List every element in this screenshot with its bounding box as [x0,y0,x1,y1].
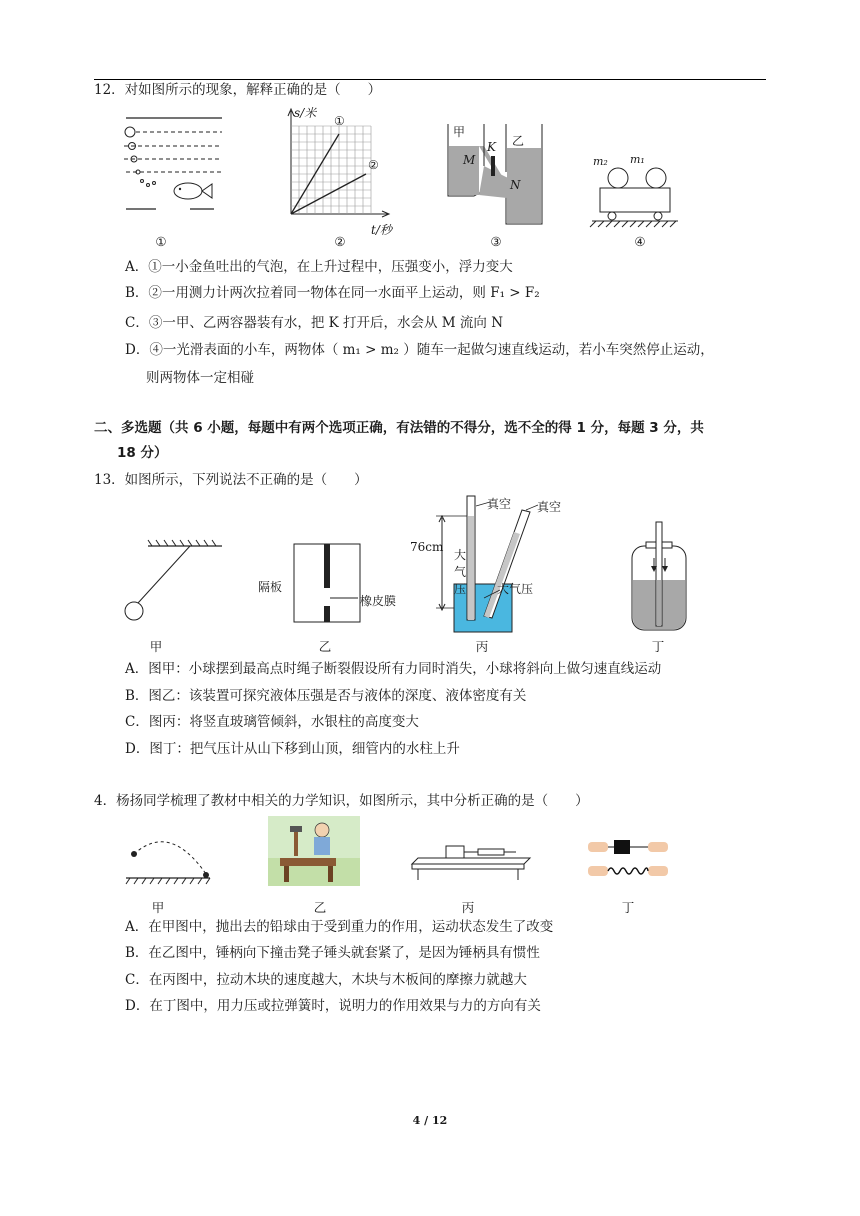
q13-fig-label-2: 乙 [318,639,332,654]
q13-figures [118,490,738,640]
q4-fig-label-1: 甲 [151,900,165,915]
q4-fig-label-3: 丙 [461,900,475,915]
barometer-figure [632,522,686,630]
atm-label: 大气压 [497,582,534,596]
section-header-cont: 18 分） [117,445,168,461]
q13-fig-label-4: 丁 [651,639,665,654]
q12-option-d-cont: 则两物体一定相碰 [146,370,254,386]
graph-line1-label: ① [334,114,345,128]
q13-fig-label-3: 丙 [475,639,489,654]
q13-option-d: D．图丁：把气压计从山下移到山顶，细管内的水柱上升 [125,741,460,757]
q4-figures [118,812,738,892]
height-label: 76cm [410,540,444,554]
membrane-label: 橡皮膜 [360,594,397,608]
section-header: 二、多选题（共 6 小题，每题中有两个选项正确，有法错的不得分，选不全的得 1 分，每题 3 分，共 [94,420,704,436]
graph-y-label: s/米 [294,106,317,120]
atm-vertical-label [454,547,468,598]
q13-fig-label-1: 甲 [149,639,163,654]
partition-container-figure [294,544,360,622]
fish-bubble-figure [124,118,222,209]
vessel-right-label: 乙 [512,134,525,148]
vessel-m-label: M [463,153,476,167]
shot-put-figure [126,842,210,884]
vacuum-label-2: 真空 [537,500,562,514]
q13-option-b: B．图乙：该装置可探究液体压强是否与液体的深度、液体密度有关 [125,688,527,704]
q4-fig-label-2: 乙 [313,900,327,915]
cart-m2-label: m₂ [593,155,608,168]
q4-option-c: C．在丙图中，拉动木块的速度越大，木块与木板间的摩擦力就越大 [125,972,527,988]
atm-char-2: 气 [454,565,467,579]
graph-x-label: t/秒 [371,223,392,237]
q4-option-b: B．在乙图中，锤柄向下撞击凳子锤头就套紧了，是因为锤柄具有惯性 [125,945,540,961]
q12-stem: 12．对如图所示的现象，解释正确的是（ ） [94,82,382,98]
q13-option-c: C．图丙：将竖直玻璃管倾斜，水银柱的高度变大 [125,714,419,730]
q4-option-a: A．在甲图中，抛出去的铅球由于受到重力的作用，运动状态发生了改变 [125,919,554,935]
partition-label: 隔板 [258,580,283,594]
q12-fig-label-3: ③ [490,234,502,249]
q4-stem: 4．杨扬同学梳理了教材中相关的力学知识，如图所示，其中分析正确的是（ ） [94,793,589,809]
q4-option-d: D．在丁图中，用力压或拉弹簧时，说明力的作用效果与力的方向有关 [125,998,541,1014]
q4-fig-label-4: 丁 [621,900,635,915]
hammer-picture [268,816,360,886]
q13-option-a: A．图甲：小球摆到最高点时绳子断裂假设所有力同时消失，小球将斜向上做匀速直线运动 [125,661,662,677]
vessel-valve-label: K [487,140,496,154]
q12-option-a: A．①一小金鱼吐出的气泡，在上升过程中，压强变小，浮力变大 [125,259,513,275]
atm-char-3: 压 [454,582,467,596]
q12-fig-label-4: ④ [634,234,646,249]
header-rule [94,79,766,80]
spring-hands-figure [588,840,668,876]
q12-fig-label-2: ② [334,234,346,249]
page-number: 4 / 12 [412,1114,448,1127]
friction-board-figure [412,846,530,880]
graph-line2-label: ② [368,158,379,172]
q12-option-b: B．②一用测力计两次拉着同一物体在同一水面平上运动，则 F₁ > F₂ [125,285,540,301]
cart-m1-label: m₁ [630,153,645,166]
q12-option-d: D．④一光滑表面的小车，两物体（ m₁ > m₂ ）随车一起做匀速直线运动，若小车突然停止运动， [125,342,714,358]
vessel-n-label: N [510,178,521,192]
pendulum-figure [125,540,222,620]
q13-stem: 13．如图所示，下列说法不正确的是（ ） [94,472,368,488]
q12-fig-label-1: ① [155,234,167,249]
torricelli-figure [436,496,538,632]
cart-figure [590,168,678,227]
atm-char-1: 大 [454,548,467,562]
q12-option-c: C．③一甲、乙两容器装有水，把 K 打开后，水会从 M 流向 N [125,315,504,331]
vacuum-label-1: 真空 [487,497,512,511]
vessel-left-label: 甲 [453,125,466,139]
